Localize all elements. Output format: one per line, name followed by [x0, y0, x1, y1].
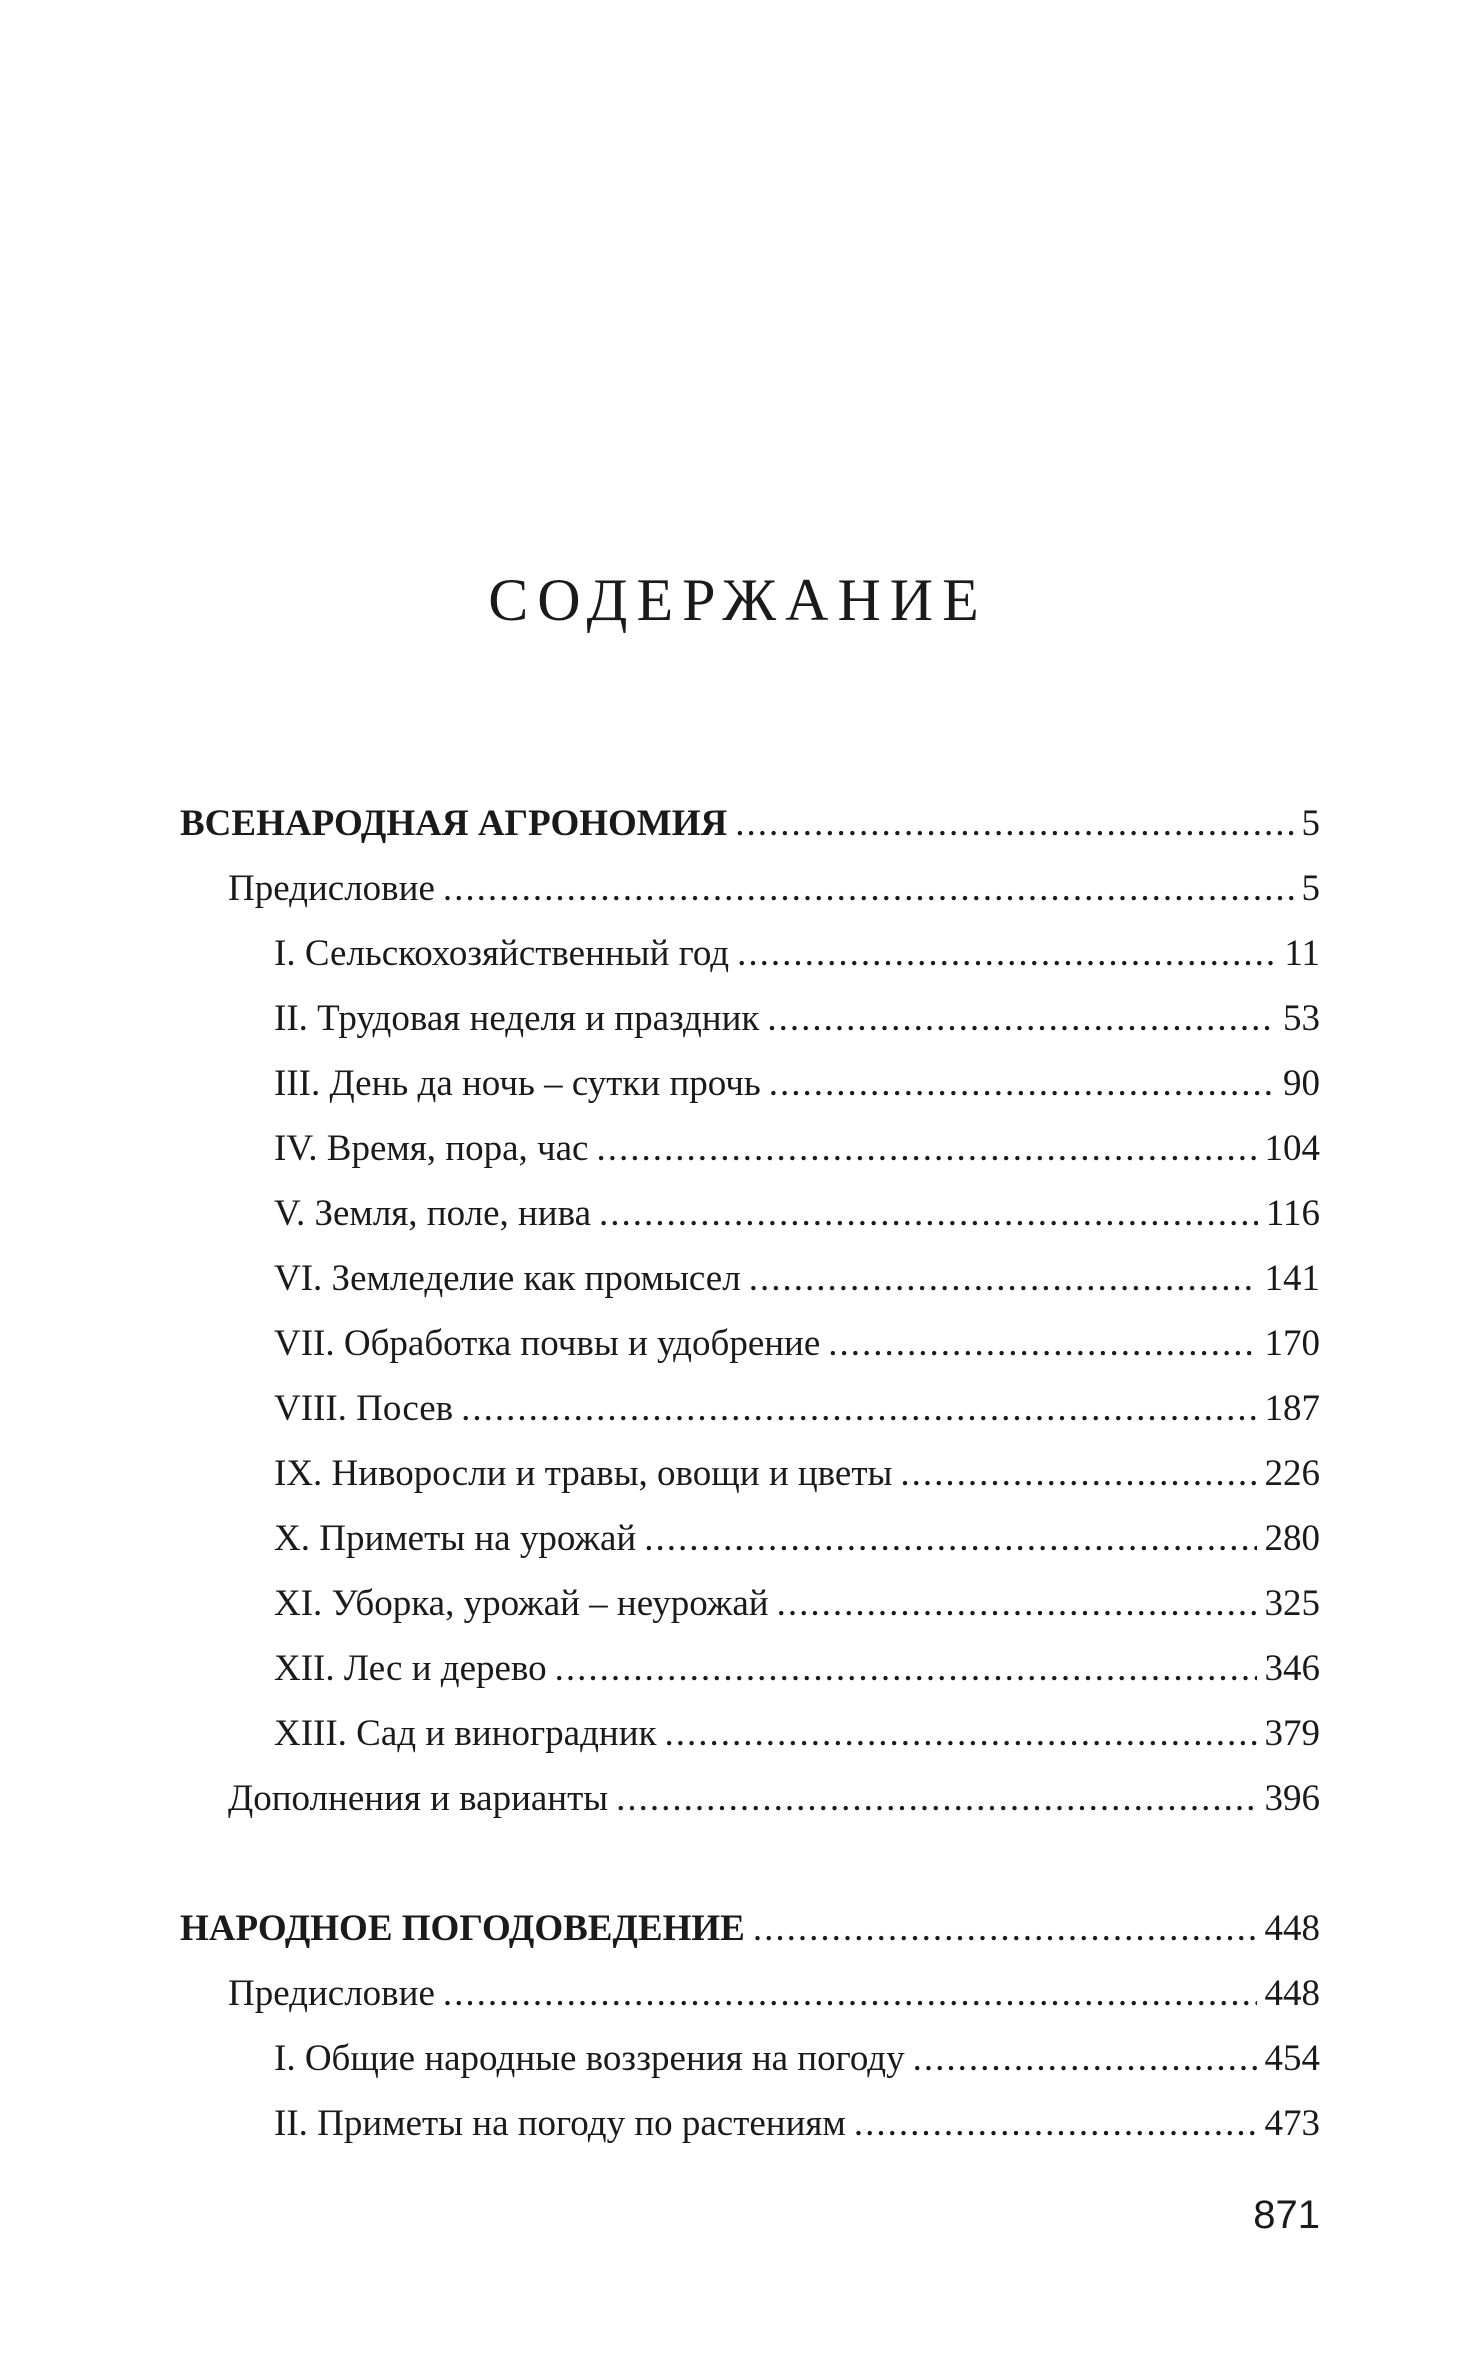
- toc-dot-leader: [443, 1970, 1257, 2018]
- toc-entry: [180, 1905, 1320, 1953]
- toc-entry-page: 11: [1284, 933, 1320, 974]
- toc-dot-leader: [555, 1645, 1257, 1693]
- toc-dot-leader: [749, 1255, 1257, 1303]
- toc-entry-title: II. Приметы на погоду по растениям: [274, 2103, 846, 2144]
- toc-entry: [228, 865, 1320, 913]
- toc-entry-title: VIII. Посев: [274, 1388, 454, 1429]
- toc-dot-leader: [596, 1125, 1256, 1173]
- toc-entry-page: 280: [1264, 1518, 1320, 1559]
- toc-entry: [274, 995, 1320, 1043]
- toc-entry-page: 396: [1264, 1778, 1320, 1819]
- toc-dot-leader: [735, 800, 1293, 848]
- toc-entry: [274, 1710, 1320, 1758]
- toc-dot-leader: [737, 930, 1276, 978]
- toc-dot-leader: [753, 1905, 1257, 1953]
- page-number: 871: [1253, 2193, 1320, 2237]
- toc-entry: [274, 2100, 1320, 2148]
- toc-entry: [274, 1190, 1320, 1238]
- toc-entry-page: 5: [1301, 868, 1320, 909]
- toc-entry: [228, 1970, 1320, 2018]
- toc-entry: [274, 2035, 1320, 2083]
- toc-entry-title: IX. Ниворосли и травы, овощи и цветы: [274, 1453, 893, 1494]
- toc-entry-page: 346: [1264, 1648, 1320, 1689]
- toc-entry-title: VII. Обработка почвы и удобрение: [274, 1323, 821, 1364]
- toc-entry-page: 379: [1264, 1713, 1320, 1754]
- toc-dot-leader: [616, 1775, 1256, 1823]
- toc-entry-title: I. Общие народные воззрения на погоду: [274, 2038, 905, 2079]
- toc-dot-leader: [913, 2035, 1257, 2083]
- toc-entry: [274, 1255, 1320, 1303]
- toc-dot-leader: [443, 865, 1294, 913]
- toc-entry-title: Предисловие: [228, 1973, 435, 2014]
- toc-entry-title: XI. Уборка, урожай – неурожай: [274, 1583, 769, 1624]
- toc-entry-title: Предисловие: [228, 868, 435, 909]
- toc-entry-page: 141: [1264, 1258, 1320, 1299]
- toc-entry: [274, 1580, 1320, 1628]
- toc-entry-page: 5: [1301, 803, 1320, 844]
- toc-dot-leader: [777, 1580, 1257, 1628]
- toc-entry-page: 116: [1265, 1193, 1320, 1234]
- toc-entry-title: V. Земля, поле, нива: [274, 1193, 592, 1234]
- toc-dot-leader: [599, 1190, 1258, 1238]
- toc-dot-leader: [854, 2100, 1257, 2148]
- toc-entry-page: 454: [1264, 2038, 1320, 2079]
- toc-entry-title: I. Сельскохозяйственный год: [274, 933, 730, 974]
- toc-entry-page: 325: [1264, 1583, 1320, 1624]
- toc-entry-title: XII. Лес и дерево: [274, 1648, 547, 1689]
- toc-entry-page: 226: [1264, 1453, 1320, 1494]
- toc-dot-leader: [828, 1320, 1256, 1368]
- toc-dot-leader: [769, 1060, 1275, 1108]
- toc-entry: [274, 1125, 1320, 1173]
- toc-entry-title: XIII. Сад и виноградник: [274, 1713, 657, 1754]
- toc-dot-leader: [461, 1385, 1256, 1433]
- toc-dot-leader: [644, 1515, 1256, 1563]
- toc-entry-title: IV. Время, пора, час: [274, 1128, 589, 1169]
- toc-entry-page: 448: [1264, 1908, 1320, 1949]
- toc-entry-page: 170: [1264, 1323, 1320, 1364]
- toc-dot-leader: [664, 1710, 1256, 1758]
- toc-entry-title: ВСЕНАРОДНАЯ АГРОНОМИЯ: [180, 803, 728, 844]
- toc-entry-page: 90: [1283, 1063, 1320, 1104]
- toc-entry-title: III. День да ночь – сутки прочь: [274, 1063, 761, 1104]
- toc-entry: [274, 1450, 1320, 1498]
- toc-entry-page: 187: [1264, 1388, 1320, 1429]
- toc-entry: [274, 930, 1320, 978]
- toc-entry-page: 448: [1264, 1973, 1320, 2014]
- toc-entry-title: Дополнения и варианты: [228, 1778, 609, 1819]
- toc-entry: [274, 1060, 1320, 1108]
- toc-entry-title: НАРОДНОЕ ПОГОДОВЕДЕНИЕ: [180, 1908, 745, 1949]
- toc-entry: [274, 1320, 1320, 1368]
- toc-entry: [180, 800, 1320, 848]
- toc-entry-title: VI. Земледелие как промысел: [274, 1258, 741, 1299]
- toc-entry-page: 104: [1264, 1128, 1320, 1169]
- toc-dot-leader: [767, 995, 1275, 1043]
- toc-entry-title: II. Трудовая неделя и праздник: [274, 998, 760, 1039]
- toc-entry: [274, 1645, 1320, 1693]
- toc-dot-leader: [900, 1450, 1256, 1498]
- toc-entry-page: 53: [1283, 998, 1320, 1039]
- toc-entry: [274, 1515, 1320, 1563]
- page-title: СОДЕРЖАНИЕ: [488, 567, 988, 633]
- toc-entry: [274, 1385, 1320, 1433]
- toc-entry: [228, 1775, 1320, 1823]
- toc-entry-page: 473: [1264, 2103, 1320, 2144]
- toc-entry-title: X. Приметы на урожай: [274, 1518, 637, 1559]
